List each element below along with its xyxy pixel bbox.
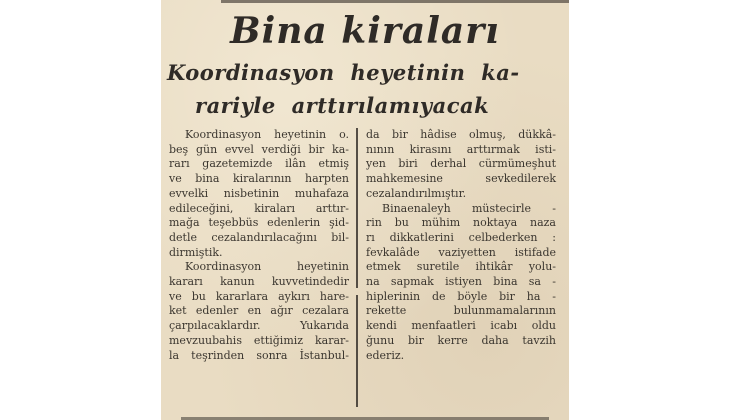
newspaper-clipping	[161, 0, 569, 420]
text-line: ğunu bir kerre daha tavzih	[366, 333, 556, 347]
text-line: edileceğini, kiraları arttır-	[169, 201, 349, 215]
text-line: mağa teşebbüs edenlerin şid-	[169, 216, 349, 230]
top-rule-divider	[221, 0, 569, 3]
subheadline-line-1: Koordinasyon heyetinin ka-	[167, 60, 520, 85]
right-column	[366, 128, 556, 363]
text-line: rı dikkatlerini celbederken :	[366, 230, 556, 244]
text-line: ket edenler en ağır cezalara	[169, 304, 349, 318]
text-line: da bir hâdise olmuş, dükkâ-	[366, 128, 556, 141]
text-line: rekette bulunmamalarının	[366, 304, 556, 318]
text-line: rin bu mühim noktaya naza	[366, 216, 556, 230]
subheadline-line-2: rariyle arttırılamıyacak	[195, 93, 490, 118]
text-line: mevzuubahis ettiğimiz karar-	[169, 333, 349, 347]
text-line: kararı kanun kuvvetindedir	[169, 275, 349, 289]
text-line: çarpılacaklardır. Yukarıda	[169, 319, 349, 333]
text-line: kendi menfaatleri icabı oldu	[366, 319, 556, 333]
text-line: ve bu kararlara aykırı hare-	[169, 289, 349, 303]
text-line: evvelki nisbetinin muhafaza	[169, 186, 349, 200]
text-line: mahkemesine sevkedilerek	[366, 172, 556, 186]
text-line: yen biri derhal cürmümeşhut	[366, 157, 556, 171]
headline: Bina kiraları	[230, 10, 500, 52]
text-line: na sapmak istiyen bina sa -	[366, 275, 556, 289]
left-column	[169, 128, 349, 363]
column-divider-lower	[356, 295, 358, 407]
text-line: Koordinasyon heyetinin o.	[185, 128, 349, 141]
text-line: rarı gazetemizde ilân etmiş	[169, 157, 349, 171]
text-line: dirmiştik.	[169, 245, 223, 259]
text-line: Binaenaleyh müstecirle -	[382, 201, 556, 215]
text-line: detle cezalandırılacağını bil-	[169, 230, 349, 244]
text-line: fevkalâde vaziyetten istifade	[366, 245, 556, 259]
text-line: beş gün evvel verdiği bir ka-	[169, 142, 349, 156]
column-divider	[356, 128, 358, 288]
text-line: cezalandırılmıştır.	[366, 186, 467, 200]
text-line: hiplerinin de böyle bir ha -	[366, 289, 556, 303]
text-line: la teşrinden sonra İstanbul-	[169, 348, 349, 362]
text-line: etmek suretile ihtikâr yolu-	[366, 260, 556, 274]
text-line: ederiz.	[366, 348, 405, 362]
text-line: ve bina kiralarının harpten	[169, 172, 349, 186]
text-line: nının kirasını arttırmak isti-	[366, 142, 556, 156]
text-line: Koordinasyon heyetinin	[185, 260, 349, 274]
